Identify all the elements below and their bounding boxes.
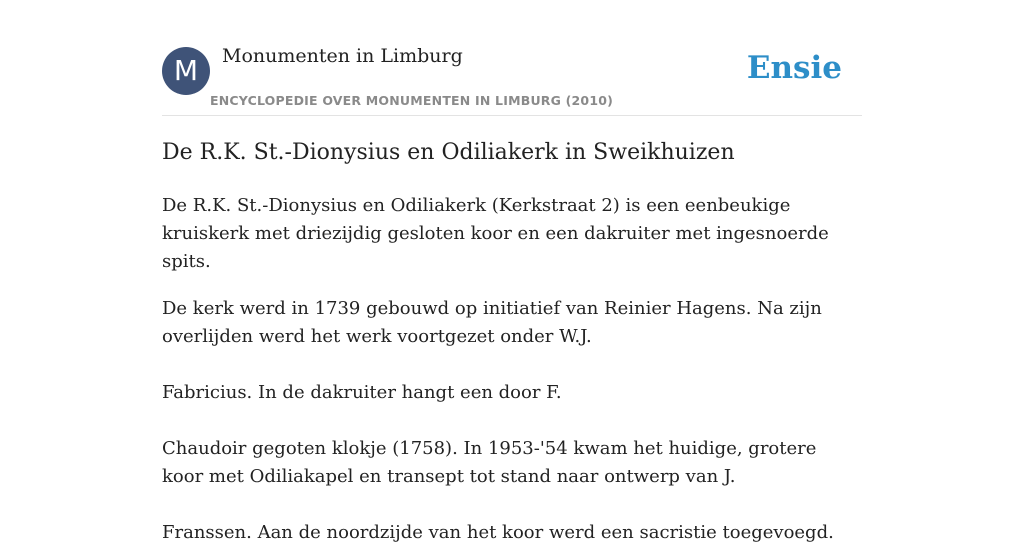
article-title: De R.K. St.-Dionysius en Odiliakerk in Sweikhuizen (162, 140, 735, 165)
article-body (162, 192, 862, 547)
article-paragraph: De kerk werd in 1739 gebouwd op initiatief van Reinier Hagens. Na zijn overlijden werd het werk voortgezet onder W.J. (162, 298, 822, 347)
paragraph-spacer (162, 351, 862, 379)
book-title-link[interactable]: Monumenten in Limburg (222, 45, 463, 67)
ensie-logo[interactable]: Ensie (746, 50, 842, 86)
article-paragraph: Fabricius. In de dakruiter hangt een door F. (162, 382, 562, 403)
book-header (162, 0, 862, 116)
article-paragraph: Franssen. Aan de noordzijde van het koor werd een sacristie toegevoegd. (162, 522, 834, 543)
book-subtitle: ENCYCLOPEDIE OVER MONUMENTEN IN LIMBURG (2010) (210, 93, 614, 108)
book-avatar[interactable]: M (162, 47, 210, 95)
article-paragraph: Chaudoir gegoten klokje (1758). In 1953-'54 kwam het huidige, grotere koor met Odiliakapel en transept tot stand naar ontwerp van J. (162, 438, 817, 487)
content-container (162, 0, 862, 543)
paragraph-spacer (162, 407, 862, 435)
article-paragraph: De R.K. St.-Dionysius en Odiliakerk (Kerkstraat 2) is een eenbeukige kruiskerk met driezijdig gesloten koor en een dakruiter met ingesnoerde spits. (162, 195, 829, 272)
paragraph-spacer (162, 491, 862, 519)
